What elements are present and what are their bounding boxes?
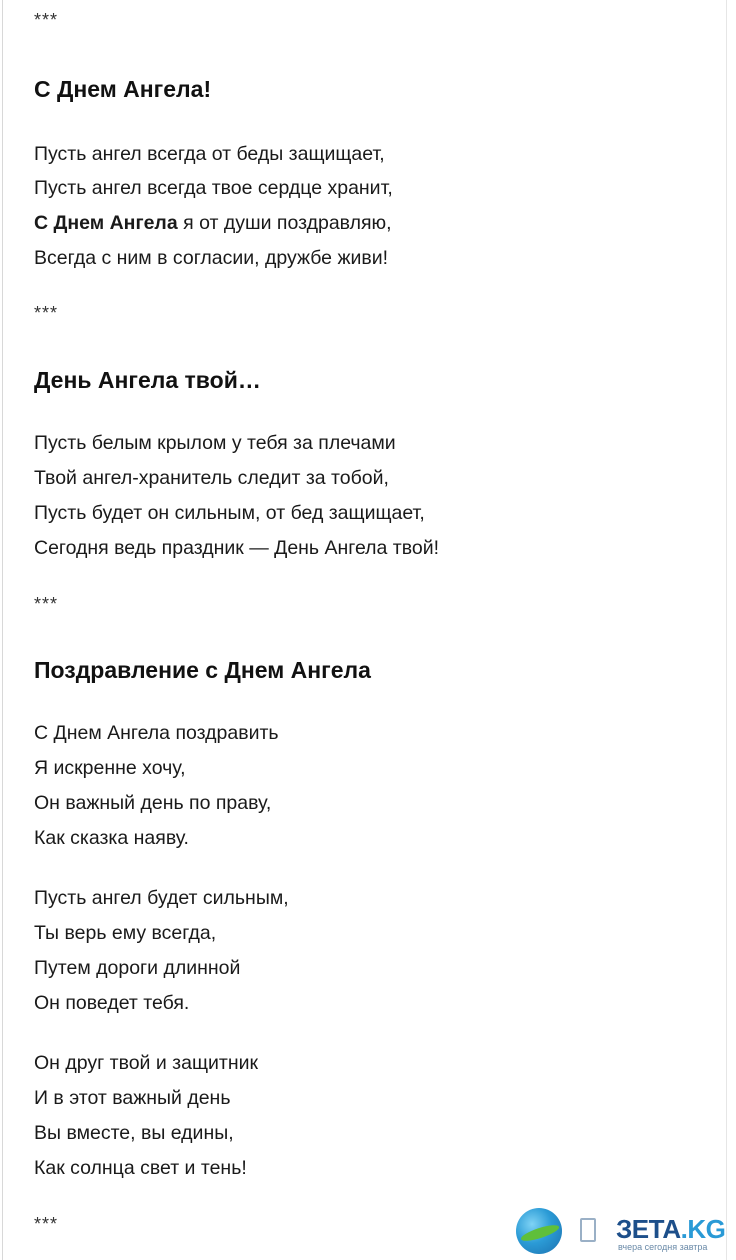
hourglass-icon: [580, 1218, 596, 1242]
poem-line: Ты верь ему всегда,: [34, 922, 217, 944]
logo-tld: .KG: [680, 1214, 726, 1244]
poem-line: Он важный день по праву,: [34, 792, 272, 814]
separator: ***: [34, 10, 59, 30]
poem-line: [34, 212, 392, 235]
poem-line: И в этот важный день: [34, 1087, 231, 1109]
separator: ***: [34, 1214, 59, 1234]
poem-line: Пусть ангел всегда от беды защищает,: [34, 143, 385, 165]
poem-line: Твой ангел-хранитель следит за тобой,: [34, 467, 389, 489]
poem-line: Пусть ангел всегда твое сердце хранит,: [34, 177, 393, 199]
poem-title: С Днем Ангела!: [34, 76, 212, 102]
separator: ***: [34, 303, 59, 323]
poem-line: Он поведет тебя.: [34, 992, 190, 1014]
poem-line: Пусть ангел будет сильным,: [34, 887, 289, 909]
poem-line: С Днем Ангела поздравить: [34, 722, 279, 744]
logo-wordmark: [616, 1214, 725, 1245]
globe-icon: [516, 1208, 562, 1254]
poem-line: Сегодня ведь праздник — День Ангела твой!: [34, 537, 440, 559]
poem-line: Я искренне хочу,: [34, 757, 186, 779]
poem-line: Пусть белым крылом у тебя за плечами: [34, 432, 396, 454]
poem-line: Как солнца свет и тень!: [34, 1157, 247, 1179]
separator: ***: [34, 594, 59, 614]
poem-title: Поздравление с Днем Ангела: [34, 657, 371, 683]
site-logo[interactable]: [516, 1202, 732, 1258]
poem-line: Он друг твой и защитник: [34, 1052, 259, 1074]
logo-slogan: вчера сегодня завтра: [618, 1242, 708, 1252]
poem-line: Вы вместе, вы едины,: [34, 1122, 234, 1144]
poem-line: Путем дороги длинной: [34, 957, 241, 979]
poem-line-bold: С Днем Ангела: [34, 212, 178, 234]
poem-line: Пусть будет он сильным, от бед защищает,: [34, 502, 425, 524]
logo-brand: ЗЕТА: [616, 1214, 681, 1244]
poem-line: Как сказка наяву.: [34, 827, 189, 849]
poem-line: Всегда с ним в согласии, дружбе живи!: [34, 247, 389, 269]
poem-line-rest: я от души поздравляю,: [177, 212, 392, 234]
poem-title: День Ангела твой…: [34, 367, 261, 393]
